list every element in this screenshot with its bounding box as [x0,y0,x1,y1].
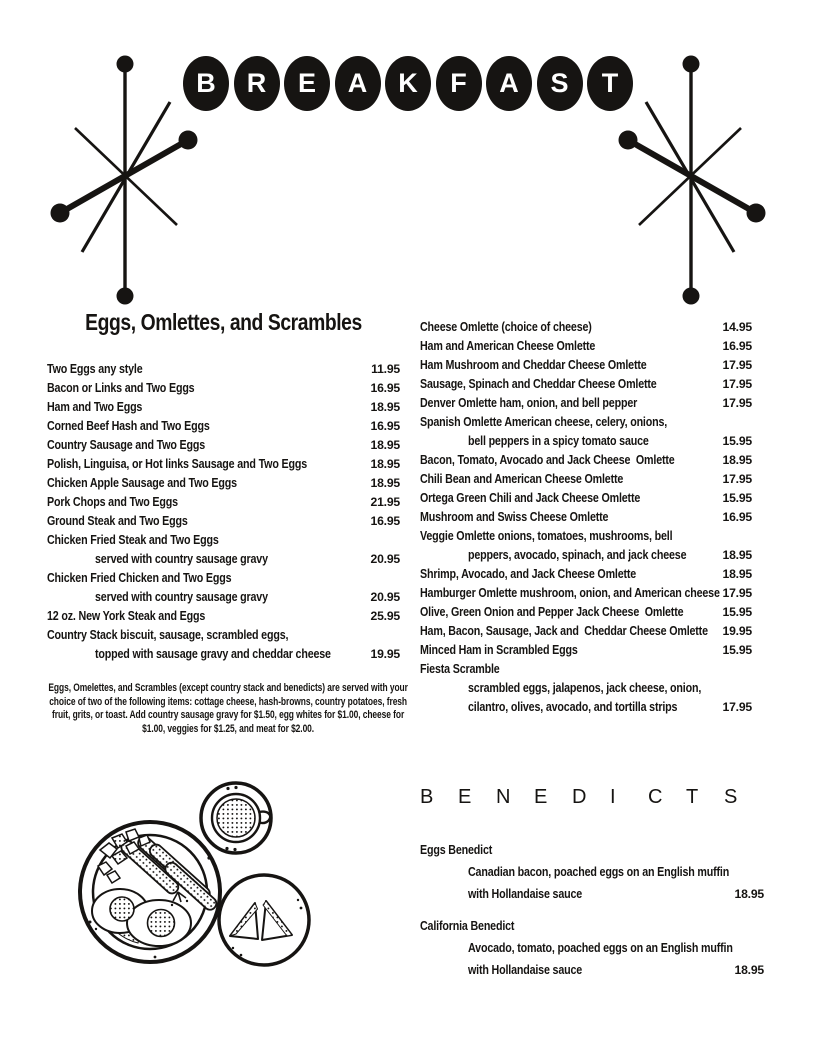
title-letter-circle [572,786,610,827]
menu-item-row [420,470,752,489]
title-letter: A [347,68,368,98]
item-name: Chicken Fried Chicken and Two Eggs [47,571,232,585]
item-name: Ground Steak and Two Eggs [47,514,188,528]
item-price: 17.95 [722,396,752,410]
menu-item-row [420,394,752,413]
menu-item-row [47,417,400,436]
item-price: 17.95 [722,377,752,391]
title-letter: D [572,786,587,808]
item-name: 12 oz. New York Steak and Eggs [47,609,206,623]
section-header: Eggs, Omlettes, and Scrambles [85,309,362,335]
menu-item-row [47,512,400,531]
item-name: Cheese Omlette (choice of cheese) [420,320,592,334]
item-name: Chili Bean and American Cheese Omlette [420,472,624,486]
title-letter: S [724,786,738,808]
section-eggs-omlettes-scrambles [47,308,400,664]
item-name: Ham Mushroom and Cheddar Cheese Omlette [420,358,647,372]
menu-item-row [47,607,400,626]
title-letter: T [686,786,699,808]
item-price: 17.95 [722,472,752,486]
menu-item-row [420,915,764,937]
item-price: 20.95 [370,590,400,604]
item-name: Two Eggs any style [47,362,143,376]
title-letter-circle [534,786,572,827]
item-price: 17.95 [722,586,752,600]
menu-item-row [420,679,752,698]
menu-item-row [47,455,400,474]
item-name: Bacon or Links and Two Eggs [47,381,195,395]
menu-item-row [420,584,752,603]
menu-item-row [47,569,400,588]
item-subtext: bell peppers in a spicy tomato sauce [468,434,649,448]
item-price: 18.95 [370,438,400,452]
item-price: 15.95 [722,643,752,657]
title-letter: E [458,786,472,808]
item-price: 18.95 [722,567,752,581]
menu-item-row [47,550,400,569]
item-subtext: cilantro, olives, avocado, and tortilla strips [468,700,678,714]
title-letter: T [601,68,619,98]
item-price: 18.95 [370,476,400,490]
breakfast-plate-illustration [60,772,330,972]
section-omlettes-continued [420,318,752,717]
menu-item-list [47,360,400,664]
menu-item-row [47,436,400,455]
menu-item-row [420,959,764,981]
breakfast-title [183,56,633,111]
item-price: 17.95 [722,700,752,714]
menu-item-row [420,337,752,356]
menu-item-row [47,398,400,417]
item-subtext: served with country sausage gravy [95,590,268,604]
title-letter: B [196,68,216,98]
title-letter-circle [284,56,330,111]
menu-item-list [420,839,764,981]
item-subtext: scrambled eggs, jalapenos, jack cheese, onion, [468,681,702,695]
menu-item-row [420,839,764,861]
item-name: Chicken Apple Sausage and Two Eggs [47,476,237,490]
item-price: 20.95 [370,552,400,566]
item-price: 11.95 [371,362,400,376]
item-price: 19.95 [722,624,752,638]
menu-item-row [47,531,400,550]
title-letter: S [550,68,569,98]
menu-item-row [420,698,752,717]
title-letter: R [246,68,267,98]
item-name: Fiesta Scramble [420,662,500,676]
item-name: Corned Beef Hash and Two Eggs [47,419,210,433]
item-subtext: with Hollandaise sauce [468,963,583,977]
menu-item-row [420,527,752,546]
item-name: Olive, Green Onion and Pepper Jack Cheese Omlette [420,605,684,619]
item-price: 18.95 [734,887,764,901]
title-letter-circle [496,786,534,827]
menu-item-row [420,603,752,622]
title-letter-circle [648,786,686,827]
item-price: 17.95 [722,358,752,372]
item-price: 16.95 [370,419,400,433]
title-letter: N [496,786,511,808]
item-name: Pork Chops and Two Eggs [47,495,178,509]
benedicts-title [420,786,764,827]
item-price: 15.95 [722,605,752,619]
item-name: Polish, Linguisa, or Hot links Sausage and Two Eggs [47,457,307,471]
item-price: 18.95 [722,548,752,562]
item-name: Ham and American Cheese Omlette [420,339,596,353]
menu-item-row [420,546,752,565]
title-letter-circle [587,56,633,111]
item-subtext: Canadian bacon, poached eggs on an English muffin [468,865,730,879]
title-letter-circle [724,786,762,827]
title-letter-circle [234,56,280,111]
menu-item-row [420,660,752,679]
item-name: Spanish Omlette American cheese, celery, onions, [420,415,668,429]
menu-item-row [420,641,752,660]
item-price: 16.95 [722,339,752,353]
menu-item-row [420,413,752,432]
item-name: Chicken Fried Steak and Two Eggs [47,533,219,547]
title-letter: E [534,786,548,808]
title-letter: K [398,68,418,98]
item-price: 14.95 [722,320,752,334]
menu-item-row [420,318,752,337]
menu-item-row [420,489,752,508]
title-letter: E [297,68,316,98]
item-subtext: topped with sausage gravy and cheddar cheese [95,647,331,661]
item-price: 15.95 [722,491,752,505]
item-name: Eggs Benedict [420,843,493,857]
item-name: Country Stack biscuit, sausage, scrambled eggs, [47,628,289,642]
item-price: 16.95 [370,514,400,528]
item-price: 19.95 [370,647,400,661]
menu-item-list [420,318,752,717]
item-subtext: peppers, avocado, spinach, and jack cheese [468,548,687,562]
menu-item-row [47,626,400,645]
menu-item-row [420,432,752,451]
section-benedicts [420,786,764,981]
item-price: 18.95 [370,400,400,414]
title-letter-circle [420,786,458,827]
item-name: California Benedict [420,919,515,933]
menu-item-row [420,356,752,375]
menu-item-row [420,883,764,905]
title-letter: C [648,786,663,808]
item-name: Hamburger Omlette mushroom, onion, and American cheese [420,586,720,600]
menu-item-row [47,645,400,664]
item-price: 18.95 [722,453,752,467]
title-letter: F [450,68,467,98]
item-name: Minced Ham in Scrambled Eggs [420,643,578,657]
item-price: 18.95 [734,963,764,977]
item-name: Mushroom and Swiss Cheese Omlette [420,510,609,524]
menu-item-row [47,588,400,607]
title-letter-circle [183,56,229,111]
menu-item-row [420,508,752,527]
title-letter-circle [436,56,482,111]
menu-item-row [420,375,752,394]
menu-item-row [420,622,752,641]
atomic-starburst-icon [40,50,200,310]
footnote-text: Eggs, Omelettes, and Scrambles (except country stack and benedicts) are served with your choice of two of the following items: cottage cheese, hash-browns, country potatoes, fresh fruit, grits, or toast. Add country sausage gravy for $1.50, egg whites for $1.00, cheese for $1.00, veggies for $1.25, and meat for $2.00. [48,682,408,735]
title-letter-circle [458,786,496,827]
item-price: 16.95 [370,381,400,395]
item-name: Denver Omlette ham, onion, and bell pepper [420,396,638,410]
item-name: Shrimp, Avocado, and Jack Cheese Omlette [420,567,637,581]
item-name: Veggie Omlette onions, tomatoes, mushrooms, bell [420,529,673,543]
item-price: 25.95 [370,609,400,623]
menu-item-row [420,937,764,959]
item-name: Country Sausage and Two Eggs [47,438,206,452]
item-subtext: with Hollandaise sauce [468,887,583,901]
item-price: 15.95 [722,434,752,448]
item-name: Sausage, Spinach and Cheddar Cheese Omlette [420,377,657,391]
item-name: Ham and Two Eggs [47,400,143,414]
item-name: Ham, Bacon, Sausage, Jack and Cheddar Cheese Omlette [420,624,708,638]
menu-item-row [420,861,764,883]
title-letter: I [610,786,616,808]
title-letter: B [420,786,434,808]
item-price: 16.95 [722,510,752,524]
item-name: Ortega Green Chili and Jack Cheese Omlette [420,491,641,505]
title-letter-circle [335,56,381,111]
title-letter-circle [610,786,648,827]
item-name: Bacon, Tomato, Avocado and Jack Cheese Omlette [420,453,675,467]
menu-item-row [47,379,400,398]
title-letter-circle [486,56,532,111]
title-letter-circle [385,56,431,111]
atomic-starburst-icon [616,50,776,310]
menu-item-row [47,360,400,379]
menu-item-row [420,451,752,470]
item-subtext: Avocado, tomato, poached eggs on an English muffin [468,941,733,955]
menu-item-row [47,493,400,512]
item-price: 21.95 [370,495,400,509]
item-price: 18.95 [370,457,400,471]
title-letter-circle [537,56,583,111]
title-letter-circle [686,786,724,827]
menu-item-row [47,474,400,493]
item-subtext: served with country sausage gravy [95,552,268,566]
menu-item-row [420,565,752,584]
title-letter: A [499,68,519,98]
